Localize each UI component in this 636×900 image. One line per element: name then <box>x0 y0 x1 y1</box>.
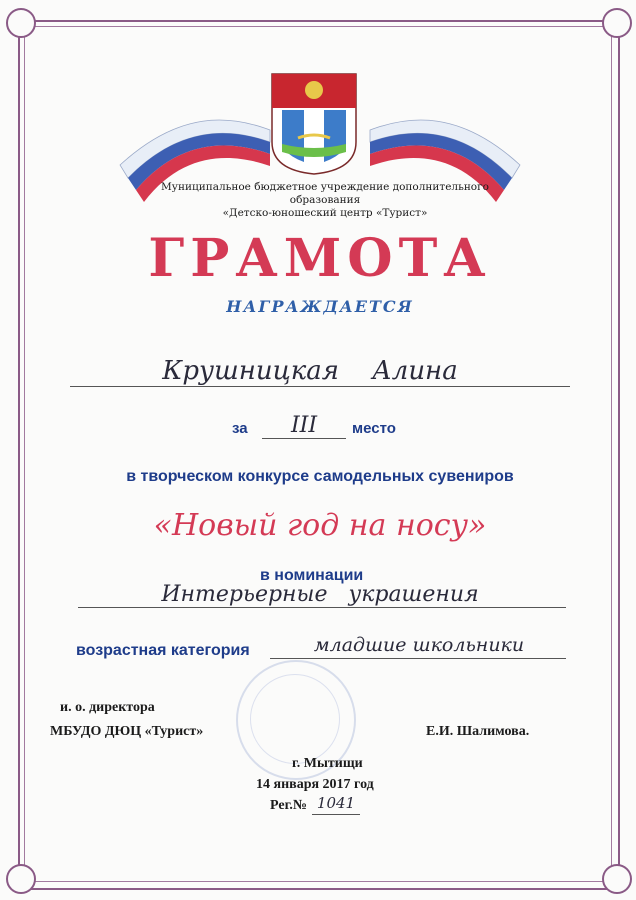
org-line-3: «Детско-юношеский центр «Турист» <box>222 207 428 219</box>
coat-of-arms-icon <box>268 72 360 176</box>
director-role: и. о. директора <box>60 700 155 715</box>
certificate-title: ГРАМОТА <box>148 228 492 289</box>
contest-line: в творческом конкурсе самодельных сувениров <box>126 468 514 485</box>
director-institution: МБУДО ДЮЦ «Турист» <box>50 724 204 739</box>
event-name: «Новый год на носу» <box>153 508 487 543</box>
corner-ornament <box>602 864 632 894</box>
nomination-value: Интерьерные украшения <box>161 582 479 607</box>
reg-underline <box>312 814 360 815</box>
city: г. Мытищи <box>292 756 363 771</box>
organization-name <box>160 181 490 220</box>
place-suffix: место <box>352 420 396 437</box>
director-name: Е.И. Шалимова. <box>426 724 530 739</box>
age-underline <box>270 658 566 659</box>
place-underline <box>262 438 346 439</box>
corner-ornament <box>6 864 36 894</box>
org-line-2: образования <box>289 194 361 206</box>
recipient-underline <box>70 386 570 387</box>
corner-ornament <box>602 8 632 38</box>
reg-number: 1041 <box>316 794 356 812</box>
age-label: возрастная категория <box>76 642 250 659</box>
issue-date: 14 января 2017 год <box>256 777 374 792</box>
nomination-label: в номинации <box>260 567 364 584</box>
age-value: младшие школьники <box>313 634 525 656</box>
nomination-underline <box>78 607 566 608</box>
place-value: III <box>290 413 318 438</box>
awarded-label: НАГРАЖДАЕТСЯ <box>226 297 414 316</box>
recipient-name: Крушницкая Алина <box>162 356 458 386</box>
reg-label: Рег.№ <box>270 798 307 813</box>
org-line-1: Муниципальное бюджетное учреждение дополнительного <box>161 181 489 193</box>
corner-ornament <box>6 8 36 38</box>
place-prefix: за <box>232 420 248 437</box>
